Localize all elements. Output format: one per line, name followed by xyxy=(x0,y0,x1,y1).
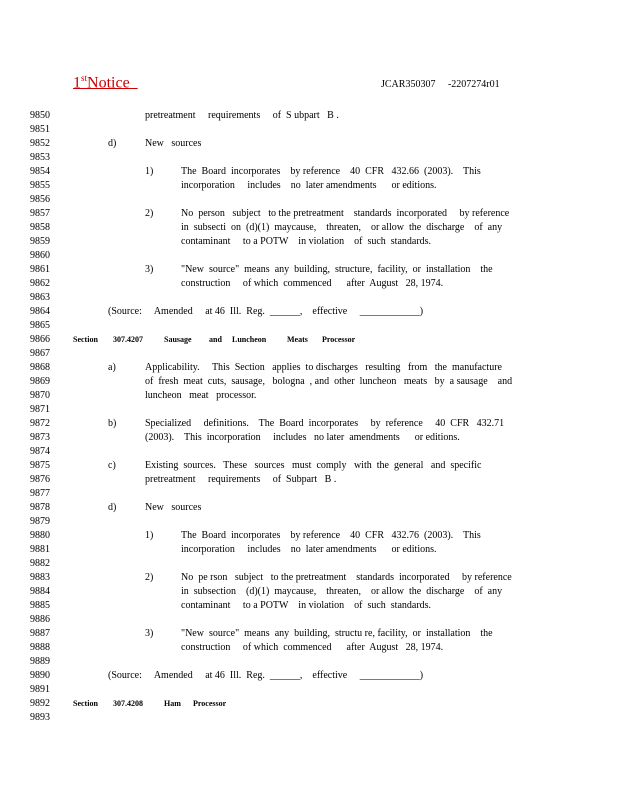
line-text: luncheon meat processor. xyxy=(145,390,257,401)
section-heading-text: Luncheon xyxy=(232,335,267,344)
section-heading-text: Section xyxy=(73,335,98,344)
line-text: contaminant to a POTW in violation of such standards. xyxy=(181,600,432,611)
line-number: 9863 xyxy=(30,292,50,303)
line-number: 9885 xyxy=(30,600,50,611)
line-text: d) xyxy=(108,138,117,149)
line-number: 9853 xyxy=(30,152,50,163)
line-number: 9890 xyxy=(30,670,50,681)
section-heading-text: Ham xyxy=(164,699,181,708)
line-text: New sources xyxy=(145,138,202,149)
line-text: Existing sources. These sources must comply with the general and specific xyxy=(145,460,482,471)
line-number: 9855 xyxy=(30,180,50,191)
line-number: 9889 xyxy=(30,656,50,667)
line-text: 1) xyxy=(145,530,154,541)
line-text: of fresh meat cuts, sausage, bologna , and other luncheon meats by a sausage and xyxy=(145,376,513,387)
line-text: Specialized definitions. The Board incorporates by reference 40 CFR 432.71 xyxy=(145,418,505,429)
line-number: 9857 xyxy=(30,208,50,219)
line-number: 9882 xyxy=(30,558,50,569)
section-heading-text: and xyxy=(209,335,222,344)
line-number: 9856 xyxy=(30,194,50,205)
line-text: Applicability. This Section applies to discharges resulting from the manufacture xyxy=(145,362,502,373)
line-number: 9859 xyxy=(30,236,50,247)
section-heading-text: Meats xyxy=(287,335,308,344)
line-text: pretreatment requirements of S ubpart B . xyxy=(145,110,339,121)
line-number: 9888 xyxy=(30,642,50,653)
line-text: a) xyxy=(108,362,116,373)
section-heading-text: Section xyxy=(73,699,98,708)
line-number: 9865 xyxy=(30,320,50,331)
line-text: 2) xyxy=(145,208,154,219)
line-number: 9854 xyxy=(30,166,50,177)
line-text: construction of which commenced after August 28, 1974. xyxy=(181,278,444,289)
line-text: (2003). This incorporation includes no later amendments or editions. xyxy=(145,432,460,443)
line-number: 9891 xyxy=(30,684,50,695)
line-number: 9872 xyxy=(30,418,50,429)
line-number: 9883 xyxy=(30,572,50,583)
line-text: 2) xyxy=(145,572,154,583)
line-text: incorporation includes no later amendments or editions. xyxy=(181,180,437,191)
line-number: 9880 xyxy=(30,530,50,541)
line-number: 9873 xyxy=(30,432,50,443)
line-number: 9875 xyxy=(30,460,50,471)
line-number: 9881 xyxy=(30,544,50,555)
section-heading-text: 307.4208 xyxy=(113,699,143,708)
notice-number: 1 xyxy=(73,74,81,92)
line-text: 3) xyxy=(145,264,154,275)
line-number: 9858 xyxy=(30,222,50,233)
line-text: construction of which commenced after August 28, 1974. xyxy=(181,642,444,653)
line-number: 9860 xyxy=(30,250,50,261)
line-text: The Board incorporates by reference 40 CFR 432.66 (2003). This xyxy=(181,166,481,177)
line-number: 9893 xyxy=(30,712,50,723)
line-text: in subsecti on (d)(1) maycause, threaten, or allow the discharge of any xyxy=(181,222,503,233)
line-number: 9892 xyxy=(30,698,50,709)
line-number: 9877 xyxy=(30,488,50,499)
section-heading-text: 307.4207 xyxy=(113,335,143,344)
line-number: 9870 xyxy=(30,390,50,401)
line-text: New sources xyxy=(145,502,202,513)
line-text: (Source: Amended at 46 Ill. Reg. ______, effective ____________) xyxy=(108,306,424,317)
line-number: 9852 xyxy=(30,138,50,149)
line-number: 9868 xyxy=(30,362,50,373)
line-text: 3) xyxy=(145,628,154,639)
notice-label: Notice xyxy=(87,74,130,92)
line-text: The Board incorporates by reference 40 CFR 432.76 (2003). This xyxy=(181,530,481,541)
line-number: 9866 xyxy=(30,334,50,345)
line-text: 1) xyxy=(145,166,154,177)
line-number: 9874 xyxy=(30,446,50,457)
line-number: 9869 xyxy=(30,376,50,387)
line-text: "New source" means any building, structu re, facility, or installation the xyxy=(181,628,493,639)
line-number: 9864 xyxy=(30,306,50,317)
line-text: No pe rson subject to the pretreatment standards incorporated by reference xyxy=(181,572,512,583)
line-text: in subsection (d)(1) maycause, threaten, or allow the discharge of any xyxy=(181,586,503,597)
line-text: contaminant to a POTW in violation of such standards. xyxy=(181,236,432,247)
line-text: (Source: Amended at 46 Ill. Reg. ______, effective ____________) xyxy=(108,670,424,681)
section-heading-text: Processor xyxy=(322,335,356,344)
line-number: 9862 xyxy=(30,278,50,289)
line-number: 9871 xyxy=(30,404,50,415)
line-number: 9878 xyxy=(30,502,50,513)
section-heading-text: Processor xyxy=(193,699,227,708)
line-number: 9876 xyxy=(30,474,50,485)
line-number: 9861 xyxy=(30,264,50,275)
line-number: 9886 xyxy=(30,614,50,625)
line-number: 9867 xyxy=(30,348,50,359)
section-heading-text: Sausage xyxy=(164,335,192,344)
line-number: 9884 xyxy=(30,586,50,597)
line-text: incorporation includes no later amendments or editions. xyxy=(181,544,437,555)
line-text: d) xyxy=(108,502,117,513)
line-text: b) xyxy=(108,418,117,429)
line-number: 9851 xyxy=(30,124,50,135)
line-text: No person subject to the pretreatment standards incorporated by reference xyxy=(181,208,510,219)
line-text: pretreatment requirements of Subpart B . xyxy=(145,474,337,485)
line-text: "New source" means any building, structure, facility, or installation the xyxy=(181,264,493,275)
notice-ordinal: st xyxy=(81,73,88,83)
line-number: 9850 xyxy=(30,110,50,121)
line-text: c) xyxy=(108,460,116,471)
line-number: 9887 xyxy=(30,628,50,639)
notice-header xyxy=(73,73,138,92)
line-number: 9879 xyxy=(30,516,50,527)
document-code: JCAR350307 -2207274r01 xyxy=(381,79,500,90)
